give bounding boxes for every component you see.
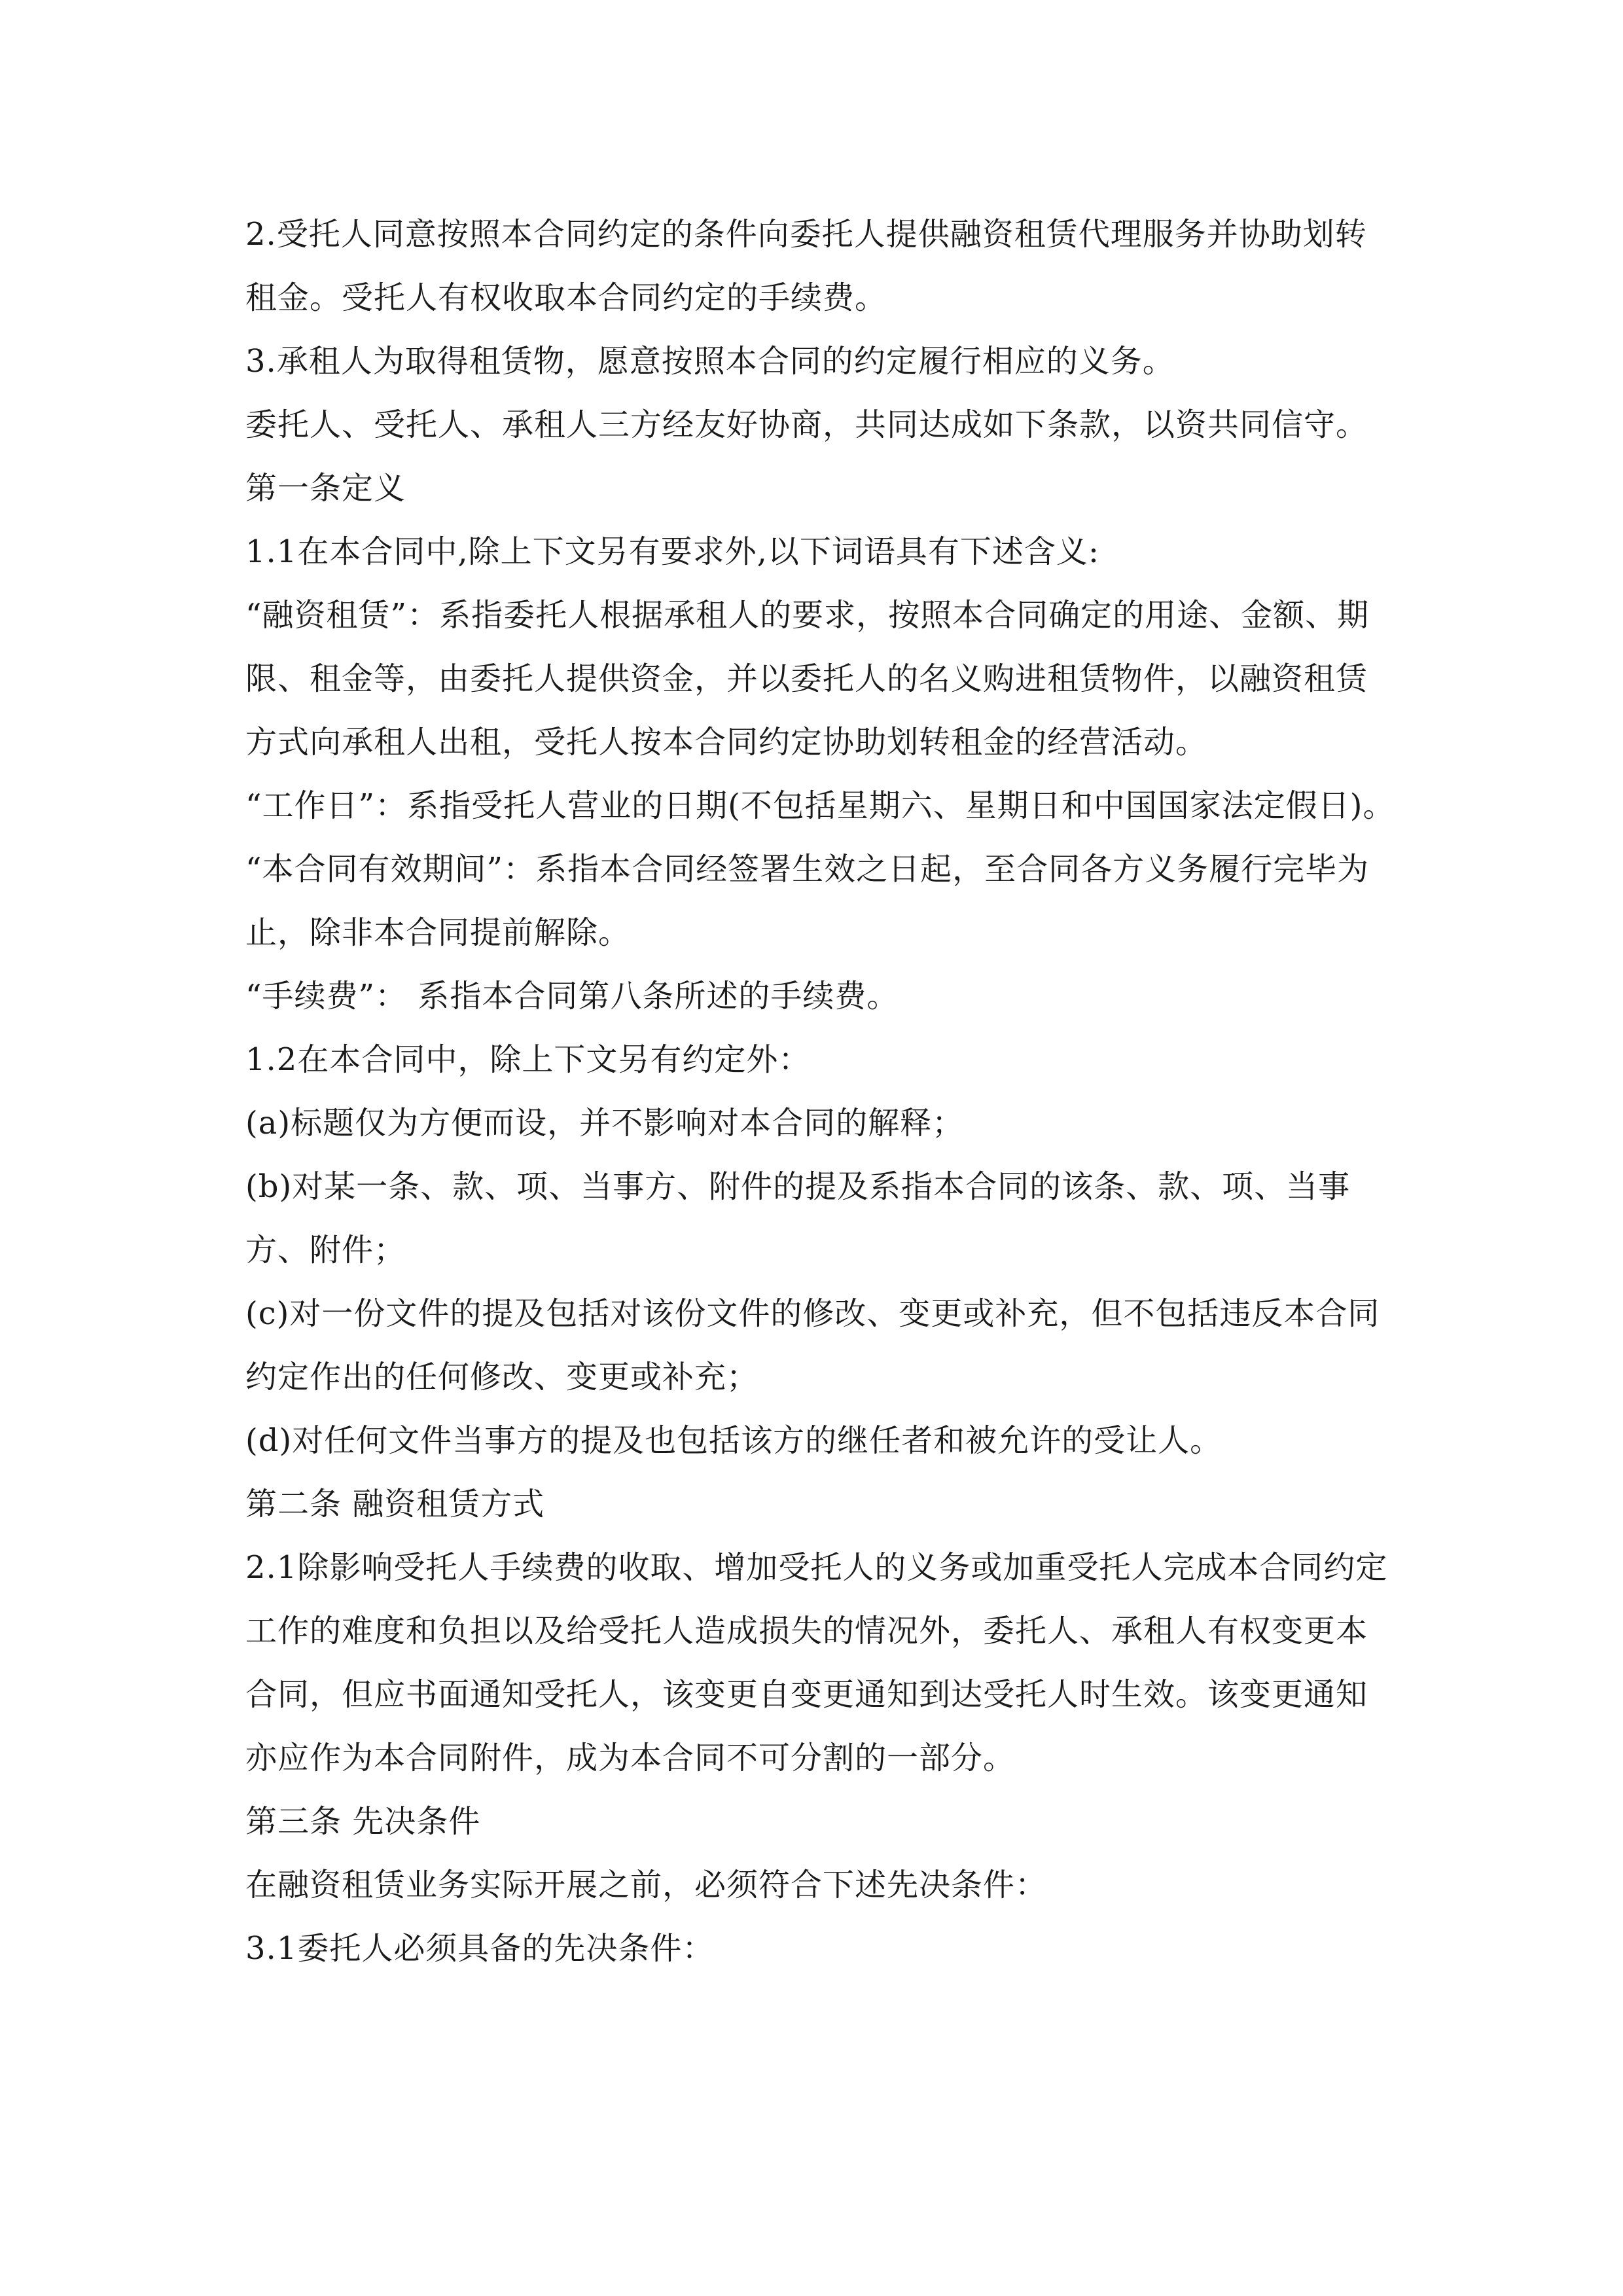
definition-validity-period: “本合同有效期间”：系指本合同经签署生效之日起，至合同各方义务履行完毕为止，除非本合同提前解除。: [245, 851, 1370, 951]
definition-financial-leasing: “融资租赁”：系指委托人根据承租人的要求，按照本合同确定的用途、金额、期限、租金等，由委托人提供资金，并以委托人的名义购进租赁物件，以融资租赁方式向承租人出租，受托人按本合同约定协助划转租金的经营活动。: [245, 597, 1370, 761]
clause-1-2-c: (c)对一份文件的提及包括对该份文件的修改、变更或补充，但不包括违反本合同约定作出的任何修改、变更或补充；: [245, 1295, 1380, 1395]
clause-1-2-d: (d)对任何文件当事方的提及也包括该方的继任者和被允许的受让人。: [245, 1422, 1222, 1459]
article-1-heading: 第一条定义: [245, 470, 406, 507]
agreement-statement: 委托人、受托人、承租人三方经友好协商，共同达成如下条款，以资共同信守。: [245, 406, 1368, 443]
definition-working-day: “工作日”：系指受托人营业的日期(不包括星期六、星期日和中国国家法定假日)。: [245, 787, 1395, 824]
article-3-heading: 第三条 先决条件: [245, 1803, 481, 1840]
clause-1-2-a: (a)标题仅为方便而设，并不影响对本合同的解释；: [245, 1105, 965, 1141]
document-body: [245, 203, 1397, 1981]
clause-1-2-b: (b)对某一条、款、项、当事方、附件的提及系指本合同的该条、款、项、当事方、附件；: [245, 1168, 1351, 1268]
clause-2-1: 2.1除影响受托人手续费的收取、增加受托人的义务或加重受托人完成本合同约定工作的难度和负担以及给受托人造成损失的情况外，委托人、承租人有权变更本合同，但应书面通知受托人，该变更自变更通知到达受托人时生效。该变更通知亦应作为本合同附件，成为本合同不可分割的一部分。: [245, 1549, 1388, 1776]
clause-3-text: 3.承租人为取得租赁物，愿意按照本合同的约定履行相应的义务。: [245, 343, 1175, 380]
clause-2-text: 2.受托人同意按照本合同约定的条件向委托人提供融资租赁代理服务并协助划转租金。受托人有权收取本合同约定的手续费。: [245, 216, 1367, 316]
definition-handling-fee: “手续费”： 系指本合同第八条所述的手续费。: [245, 978, 899, 1014]
clause-1-1: 1.1在本合同中,除上下文另有要求外,以下词语具有下述含义:: [245, 533, 1100, 570]
preconditions-intro: 在融资租赁业务实际开展之前，必须符合下述先决条件：: [245, 1867, 1048, 1903]
clause-1-2: 1.2在本合同中，除上下文另有约定外：: [245, 1041, 811, 1078]
article-2-heading: 第二条 融资租赁方式: [245, 1486, 545, 1522]
clause-3-1: 3.1委托人必须具备的先决条件：: [245, 1930, 715, 1967]
